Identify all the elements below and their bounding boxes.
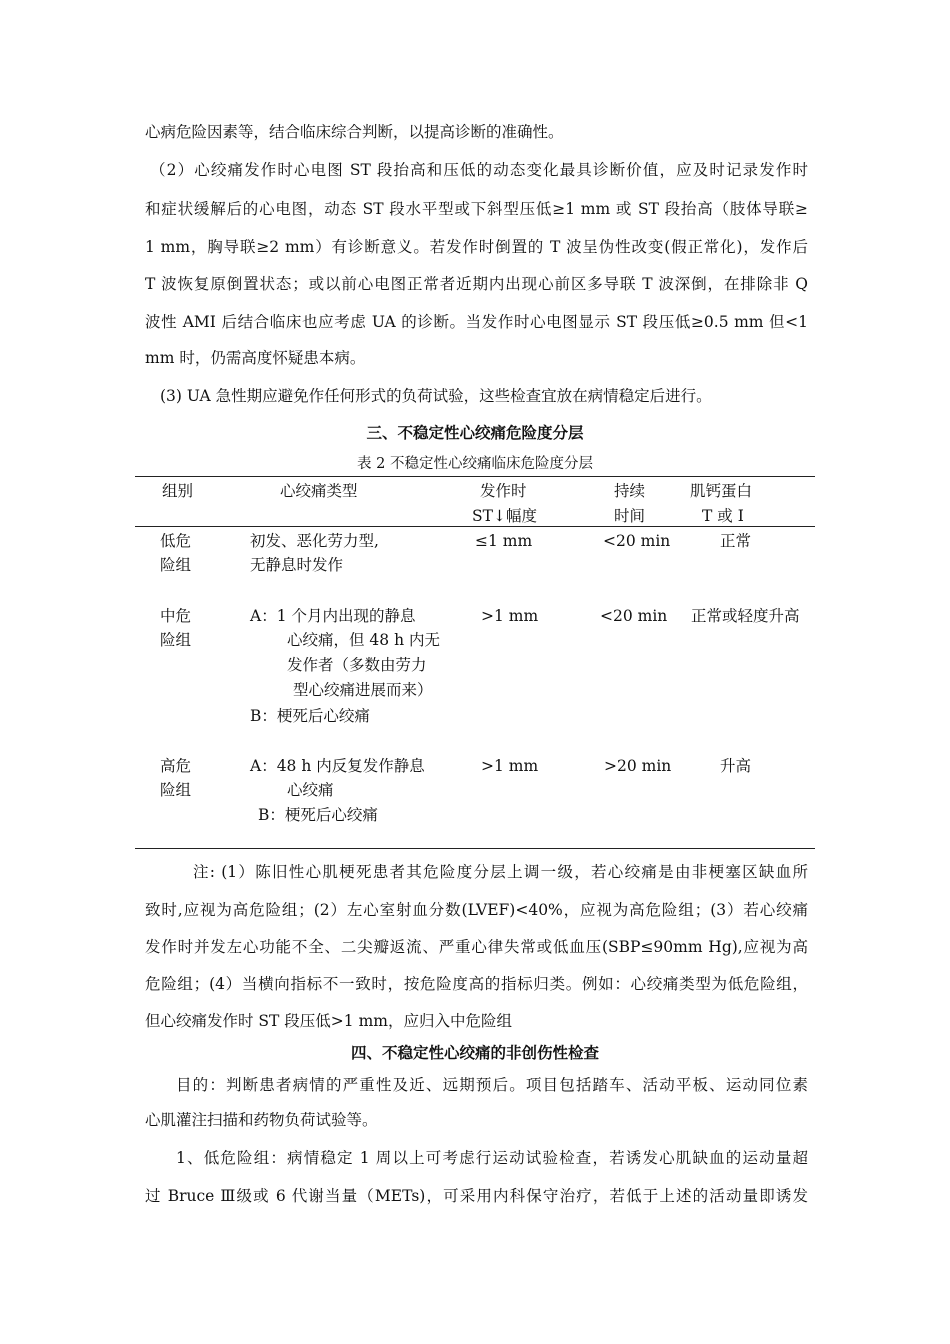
paragraph-line: 1、低危险组：病情稳定 1 周以上可考虑行运动试验检查，若诱发心肌缺血的运动量超 bbox=[176, 1149, 808, 1167]
row-group-line1: 高危 bbox=[160, 757, 192, 775]
paragraph-line: 过 Bruce Ⅲ级或 6 代谢当量（METs)，可采用内科保守治疗，若低于上述的活动量即诱发 bbox=[145, 1187, 808, 1205]
paragraph-line: 心病危险因素等，结合临床综合判断，以提高诊断的准确性。 bbox=[145, 123, 564, 141]
paragraph-line: mm 时，仍需高度怀疑患本病。 bbox=[145, 349, 366, 367]
header-troponin-line2: T 或 I bbox=[702, 507, 744, 525]
note-line: 注: (1）陈旧性心肌梗死患者其危险度分层上调一级，若心绞痛是由非梗塞区缺血所 bbox=[193, 863, 808, 881]
row-troponin-value: 升高 bbox=[720, 757, 752, 775]
row-type-line: 发作者（多数由劳力 bbox=[287, 656, 427, 674]
row-st-value: >1 mm bbox=[481, 757, 539, 775]
row-type-line: 初发、恶化劳力型, bbox=[250, 532, 379, 550]
row-troponin-value: 正常或轻度升高 bbox=[691, 607, 800, 625]
table-bottom-rule bbox=[135, 848, 815, 849]
row-group-line2: 险组 bbox=[160, 631, 192, 649]
header-type: 心绞痛类型 bbox=[280, 482, 358, 500]
header-duration-line2: 时间 bbox=[614, 507, 646, 525]
paragraph-line: 目的：判断患者病情的严重性及近、远期预后。项目包括踏车、活动平板、运动同位素 bbox=[176, 1076, 808, 1094]
row-type-line: 型心绞痛进展而来） bbox=[293, 681, 433, 699]
header-st-line1: 发作时 bbox=[480, 482, 527, 500]
paragraph-line: 波性 AMI 后结合临床也应考虑 UA 的诊断。当发作时心电图显示 ST 段压低≥0.5 mm 但<1 bbox=[145, 313, 808, 331]
row-type-line: B：梗死后心绞痛 bbox=[258, 806, 378, 824]
header-troponin-line1: 肌钙蛋白 bbox=[690, 482, 753, 500]
row-type-line: 无静息时发作 bbox=[250, 556, 344, 574]
row-type-line: A：1 个月内出现的静息 bbox=[250, 607, 416, 625]
note-line: 发作时并发左心功能不全、二尖瓣返流、严重心律失常或低血压(SBP≤90mm Hg),应视为高 bbox=[145, 938, 808, 956]
row-type-line: B：梗死后心绞痛 bbox=[250, 707, 370, 725]
table-top-rule bbox=[135, 476, 815, 477]
row-st-value: ≤1 mm bbox=[475, 532, 533, 550]
row-duration-value: >20 min bbox=[604, 757, 672, 775]
paragraph-line: 心肌灌注扫描和药物负荷试验等。 bbox=[145, 1111, 378, 1129]
note-line: 致时,应视为高危险组；(2）左心室射血分数(LVEF)<40%，应视为高危险组；(3）若心绞痛 bbox=[145, 901, 808, 919]
row-st-value: >1 mm bbox=[481, 607, 539, 625]
paragraph-line: (3) UA 急性期应避免作任何形式的负荷试验，这些检查宜放在病情稳定后进行。 bbox=[160, 387, 712, 405]
paragraph-line: 1 mm，胸导联≥2 mm）有诊断意义。若发作时倒置的 T 波呈伪性改变(假正常化)，发作后 bbox=[145, 238, 808, 256]
row-type-line: 心绞痛 bbox=[287, 781, 334, 799]
note-line: 危险组；(4）当横向指标不一致时，按危险度高的指标归类。例如：心绞痛类型为低危险组， bbox=[145, 975, 808, 993]
row-duration-value: <20 min bbox=[600, 607, 668, 625]
header-group: 组别 bbox=[162, 482, 194, 500]
paragraph-line: 和症状缓解后的心电图，动态 ST 段水平型或下斜型压低≥1 mm 或 ST 段抬高（肢体导联≥ bbox=[145, 200, 808, 218]
table-header-rule bbox=[135, 526, 815, 527]
paragraph-line: T 波恢复原倒置状态；或以前心电图正常者近期内出现心前区多导联 T 波深倒，在排除非 Q bbox=[145, 275, 808, 293]
header-duration-line1: 持续 bbox=[614, 482, 646, 500]
paragraph-line: （2）心绞痛发作时心电图 ST 段抬高和压低的动态变化最具诊断价值，应及时记录发作时 bbox=[150, 161, 808, 179]
header-st-line2: ST↓幅度 bbox=[472, 507, 537, 525]
row-troponin-value: 正常 bbox=[720, 532, 752, 550]
section-title: 四、不稳定性心绞痛的非创伤性检查 bbox=[350, 1043, 599, 1062]
row-group-line1: 低危 bbox=[160, 532, 192, 550]
note-line: 但心绞痛发作时 ST 段压低>1 mm，应归入中危险组 bbox=[145, 1012, 512, 1030]
table-caption: 表 2 不稳定性心绞痛临床危险度分层 bbox=[357, 456, 593, 472]
row-type-line: A：48 h 内反复发作静息 bbox=[250, 757, 425, 775]
row-type-line: 心绞痛，但 48 h 内无 bbox=[287, 631, 440, 649]
row-group-line2: 险组 bbox=[160, 781, 192, 799]
row-group-line2: 险组 bbox=[160, 556, 192, 574]
section-title: 三、不稳定性心绞痛危险度分层 bbox=[366, 423, 584, 442]
row-duration-value: <20 min bbox=[603, 532, 671, 550]
row-group-line1: 中危 bbox=[160, 607, 192, 625]
